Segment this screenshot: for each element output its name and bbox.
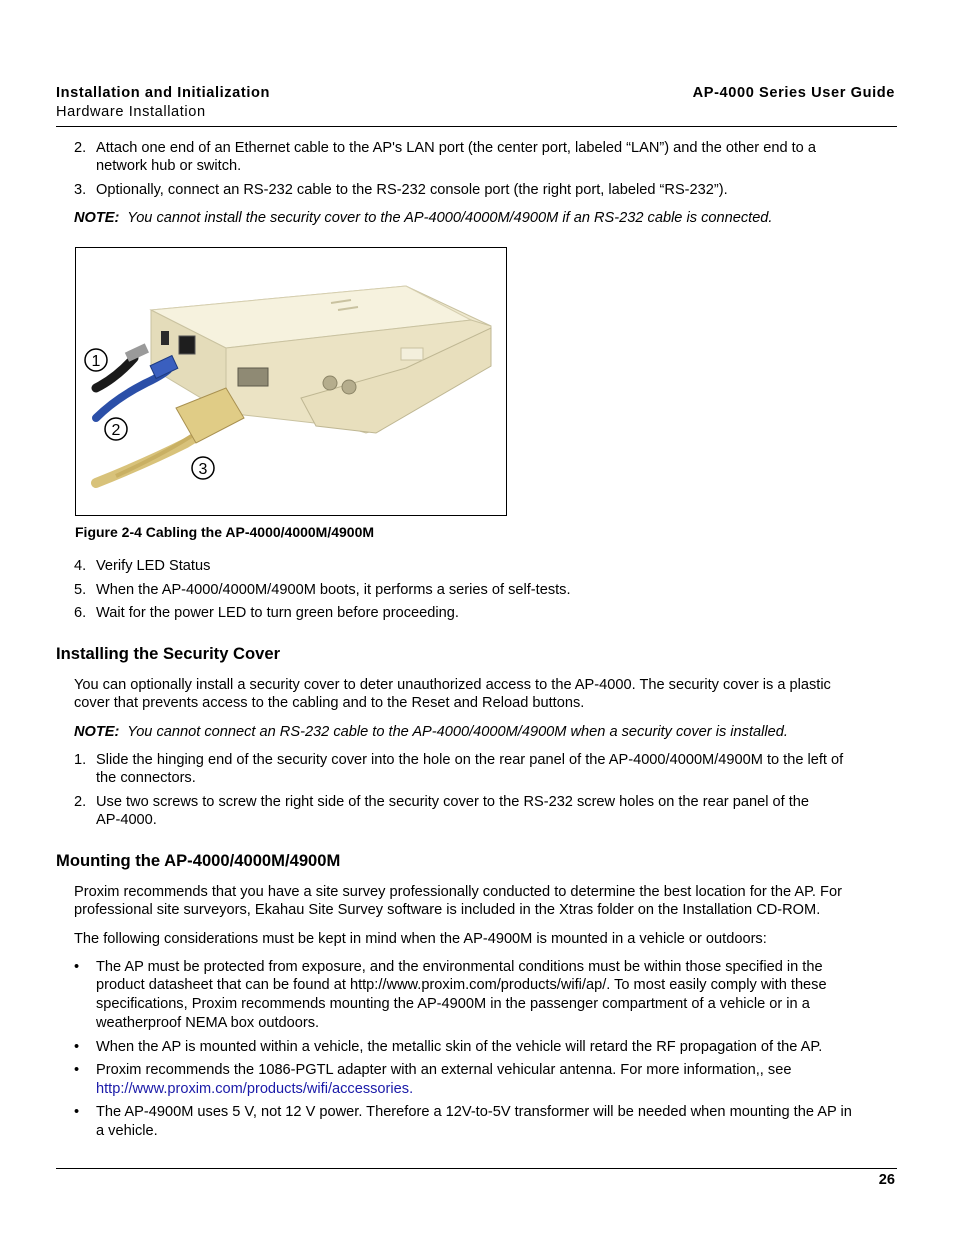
step-text: When the AP-4000/4000M/4900M boots, it performs a series of self-tests. (96, 582, 571, 598)
bullet-text: Proxim recommends the 1086-PGTL adapter with an external vehicular antenna. For more information,, see (96, 1062, 792, 1078)
bullet-text: The AP-4900M uses 5 V, not 12 V power. Therefore a 12V-to-5V transformer will be needed when mounting the AP in (96, 1104, 852, 1120)
step-number: 3. (74, 182, 87, 198)
footer-rule (56, 1168, 897, 1169)
callout-1: 1 (91, 353, 101, 370)
step-text: Attach one end of an Ethernet cable to the AP's LAN port (the center port, labeled “LAN”) and the other end to a (96, 140, 816, 156)
paragraph-line: cover that prevents access to the cabling and to the Reset and Reload buttons. (74, 695, 585, 711)
bullet-marker: • (74, 959, 80, 975)
step-text: the connectors. (96, 770, 196, 786)
figure-cabling-image (75, 247, 507, 516)
note-text: You cannot connect an RS-232 cable to the AP-4000/4000M/4900M when a security cover is installed. (127, 724, 788, 740)
bullet-marker: • (74, 1039, 80, 1055)
section-heading-security-cover: Installing the Security Cover (56, 644, 281, 663)
header-subsection-title: Hardware Installation (56, 104, 206, 120)
step-number: 2. (74, 140, 87, 156)
step-text: AP-4000. (96, 812, 157, 828)
link-suffix: . (409, 1081, 414, 1097)
bullet-marker: • (74, 1062, 80, 1078)
bullet-text: a vehicle. (96, 1123, 158, 1139)
step-text: Verify LED Status (96, 558, 211, 574)
callout-3: 3 (198, 461, 208, 478)
step-number: 5. (74, 582, 87, 598)
figure-caption: Figure 2-4 Cabling the AP-4000/4000M/4900M (75, 524, 375, 540)
paragraph-line: Proxim recommends that you have a site survey professionally conducted to determine the best location for the AP. For (74, 884, 842, 900)
step-text: Slide the hinging end of the security cover into the hole on the rear panel of the AP-4000/4000M/4900M to the left of (96, 752, 844, 768)
accessories-link[interactable]: http://www.proxim.com/products/wifi/accessories (96, 1081, 410, 1097)
header-rule (56, 126, 897, 127)
bullet-text: weatherproof NEMA box outdoors. (96, 1015, 320, 1031)
step-text: Optionally, connect an RS-232 cable to the RS-232 console port (the right port, labeled “RS-232”). (96, 182, 728, 198)
bullet-marker: • (74, 1104, 80, 1120)
page-number: 26 (878, 1172, 895, 1188)
bullet-text: The AP must be protected from exposure, and the environmental conditions must be within those specified in the (96, 959, 823, 975)
step-text: Wait for the power LED to turn green before proceeding. (96, 605, 459, 621)
step-number: 2. (74, 794, 87, 810)
note-text: You cannot install the security cover to the AP-4000/4000M/4900M if an RS-232 cable is connected. (127, 210, 773, 226)
step-number: 4. (74, 558, 87, 574)
paragraph-line: professional site surveyors, Ekahau Site Survey software is included in the Xtras folder on the Installation CD-ROM. (74, 902, 821, 918)
note-security-cover (74, 723, 788, 741)
note-rs232 (74, 209, 772, 227)
paragraph-line: You can optionally install a security cover to deter unauthorized access to the AP-4000. The security cover is a plastic (74, 677, 831, 693)
ap-device-illustration (76, 248, 506, 515)
note-label: NOTE: (74, 724, 120, 740)
callout-2: 2 (111, 422, 121, 439)
step-number: 6. (74, 605, 87, 621)
section-heading-mounting: Mounting the AP-4000/4000M/4900M (56, 851, 341, 870)
bullet-text: When the AP is mounted within a vehicle, the metallic skin of the vehicle will retard the RF propagation of the AP. (96, 1039, 823, 1055)
header-guide-title: AP-4000 Series User Guide (692, 85, 895, 101)
step-text: network hub or switch. (96, 158, 242, 174)
note-label: NOTE: (74, 210, 120, 226)
step-text: Use two screws to screw the right side of the security cover to the RS-232 screw holes on the rear panel of the (96, 794, 809, 810)
step-number: 1. (74, 752, 87, 768)
bullet-text: product datasheet that can be found at http://www.proxim.com/products/wifi/ap/. To most easily comply with these (96, 977, 827, 993)
header-section-title: Installation and Initialization (56, 85, 271, 101)
paragraph-line: The following considerations must be kept in mind when the AP-4900M is mounted in a vehicle or outdoors: (74, 931, 767, 947)
bullet-text: specifications, Proxim recommends mounting the AP-4900M in the passenger compartment of a vehicle or in a (96, 996, 810, 1012)
bullet-link-line (96, 1080, 413, 1098)
